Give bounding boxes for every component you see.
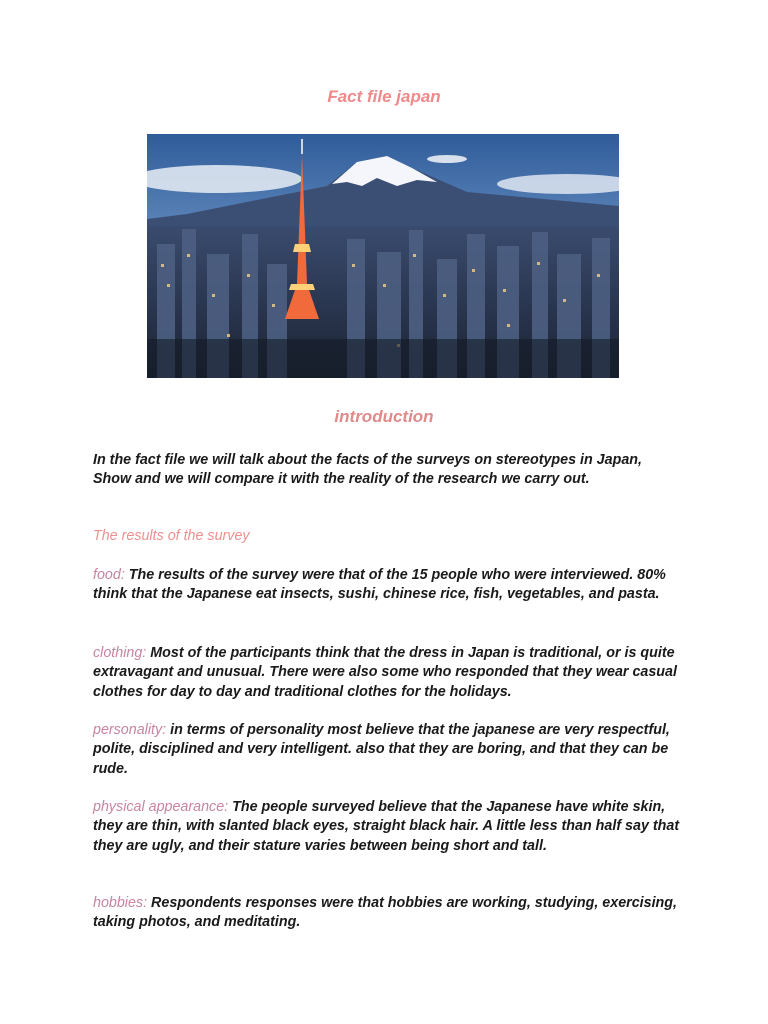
introduction-heading: introduction	[334, 407, 434, 426]
food-text: The results of the survey were that of the 15 people who were interviewed. 80% think that the Japanese eat insects, sushi, chinese rice, fish, vegetables, and pasta.	[93, 567, 666, 603]
physical-appearance-label: physical appearance:	[93, 799, 229, 815]
photo-illustration	[147, 134, 619, 378]
tokyo-skyline-photo	[147, 134, 619, 378]
page-title: Fact file japan	[327, 87, 441, 106]
personality-text: in terms of personality most believe that the japanese are very respectful, polite, disciplined and very intelligent. also that they are boring, and that they can be rude.	[93, 722, 670, 777]
survey-results-heading: The results of the survey	[93, 528, 250, 544]
hobbies-paragraph	[93, 894, 683, 933]
cloud	[427, 155, 467, 163]
physical-appearance-text: The people surveyed believe that the Japanese have white skin, they are thin, with slanted black eyes, straight black hair. A little less than half say that they are ugly, and their stature varies between being short and tall.	[93, 799, 680, 854]
hobbies-text: Respondents responses were that hobbies are working, studying, exercising, taking photos, and meditating.	[93, 895, 677, 931]
clothing-text: Most of the participants think that the dress in Japan is traditional, or is quite extravagant and unusual. There were also some who responded that they wear casual clothes for day to day and traditional clothes for the holidays.	[93, 645, 677, 700]
personality-label: personality:	[93, 722, 167, 738]
clothing-paragraph	[93, 644, 683, 702]
introduction-paragraph: In the fact file we will talk about the facts of the surveys on stereotypes in Japan, Show and we will compare it with the reality of the research we carry out.	[93, 452, 642, 488]
food-label: food:	[93, 567, 125, 583]
foreground-shadow	[147, 339, 619, 378]
personality-paragraph	[93, 721, 683, 779]
food-paragraph	[93, 566, 683, 605]
clothing-label: clothing:	[93, 645, 147, 661]
hobbies-label: hobbies:	[93, 895, 148, 911]
physical-appearance-paragraph	[93, 798, 683, 856]
